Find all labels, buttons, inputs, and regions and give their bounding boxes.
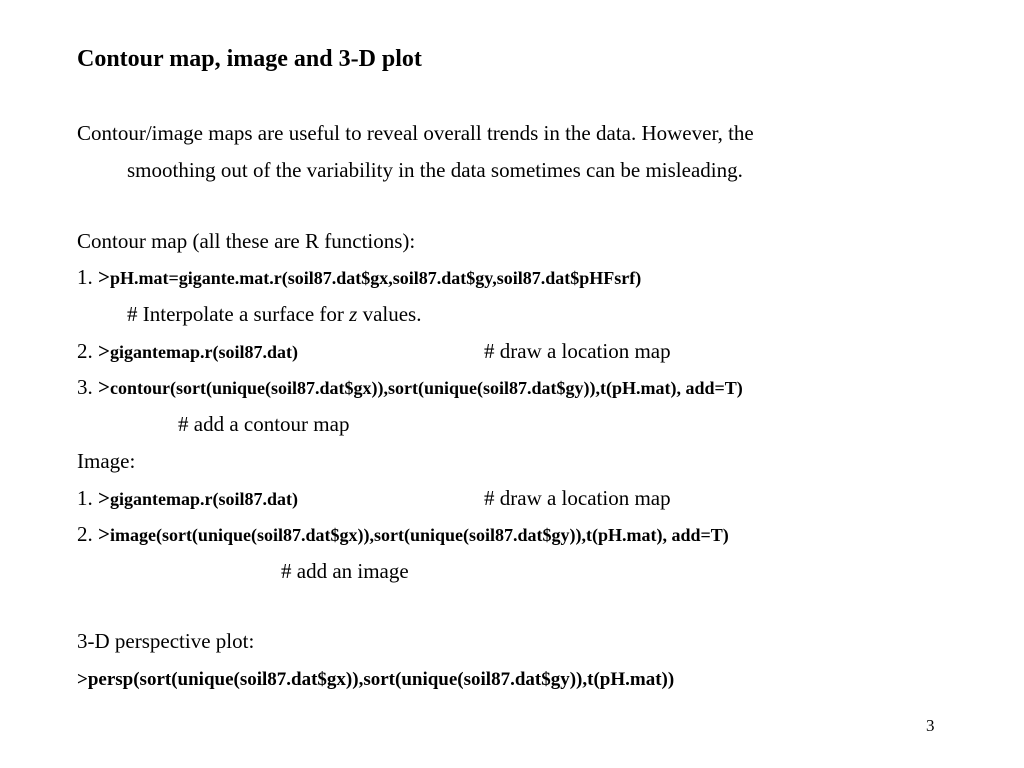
- code-text: pH.mat=gigante.mat.r(soil87.dat$gx,soil87.dat$gy,soil87.dat$pHFsrf): [109, 268, 642, 288]
- prompt-symbol: >: [98, 265, 110, 289]
- persp-heading: 3-D perspective plot:: [77, 629, 255, 653]
- code-text: contour(sort(unique(soil87.dat$gx)),sort(unique(soil87.dat$gy)),t(pH.mat), add=T): [109, 378, 743, 398]
- code-text: gigantemap.r(soil87.dat): [109, 342, 298, 362]
- comment-suffix: values.: [357, 302, 422, 326]
- step-number: 1.: [77, 265, 93, 289]
- code-text: gigantemap.r(soil87.dat): [109, 489, 298, 509]
- step-number: 2.: [77, 522, 93, 546]
- image-heading: Image:: [77, 449, 136, 473]
- contour-step-2-comment: # draw a location map: [484, 339, 671, 363]
- prompt-symbol: >: [98, 486, 110, 510]
- prompt-symbol: >: [98, 522, 110, 546]
- image-step-2: [77, 521, 729, 548]
- contour-step-2: [77, 338, 298, 365]
- prompt-symbol: >: [98, 375, 110, 399]
- comment-prefix: # Interpolate a surface for: [127, 302, 350, 326]
- contour-step-1: [77, 264, 641, 291]
- image-step-2-comment: # add an image: [281, 559, 409, 583]
- prompt-symbol: >: [98, 339, 110, 363]
- step-number: 1.: [77, 486, 93, 510]
- image-step-1-comment: # draw a location map: [484, 486, 671, 510]
- step-number: 3.: [77, 375, 93, 399]
- comment-variable: z: [349, 302, 358, 326]
- contour-heading: Contour map (all these are R functions):: [77, 229, 416, 253]
- contour-step-3: [77, 374, 743, 401]
- contour-step-3-comment: # add a contour map: [178, 412, 350, 436]
- slide-title: Contour map, image and 3-D plot: [77, 46, 422, 72]
- code-text: image(sort(unique(soil87.dat$gx)),sort(unique(soil87.dat$gy)),t(pH.mat), add=T): [109, 525, 729, 545]
- code-text: >persp(sort(unique(soil87.dat$gx)),sort(unique(soil87.dat$gy)),t(pH.mat)): [77, 669, 675, 690]
- page-number: 3: [926, 716, 935, 735]
- intro-line-2: smoothing out of the variability in the data sometimes can be misleading.: [127, 158, 743, 182]
- image-step-1: [77, 485, 298, 512]
- intro-line-1: Contour/image maps are useful to reveal overall trends in the data. However, the: [77, 121, 754, 145]
- persp-code: [77, 665, 674, 693]
- step-number: 2.: [77, 339, 93, 363]
- contour-step-1-comment: [127, 301, 421, 327]
